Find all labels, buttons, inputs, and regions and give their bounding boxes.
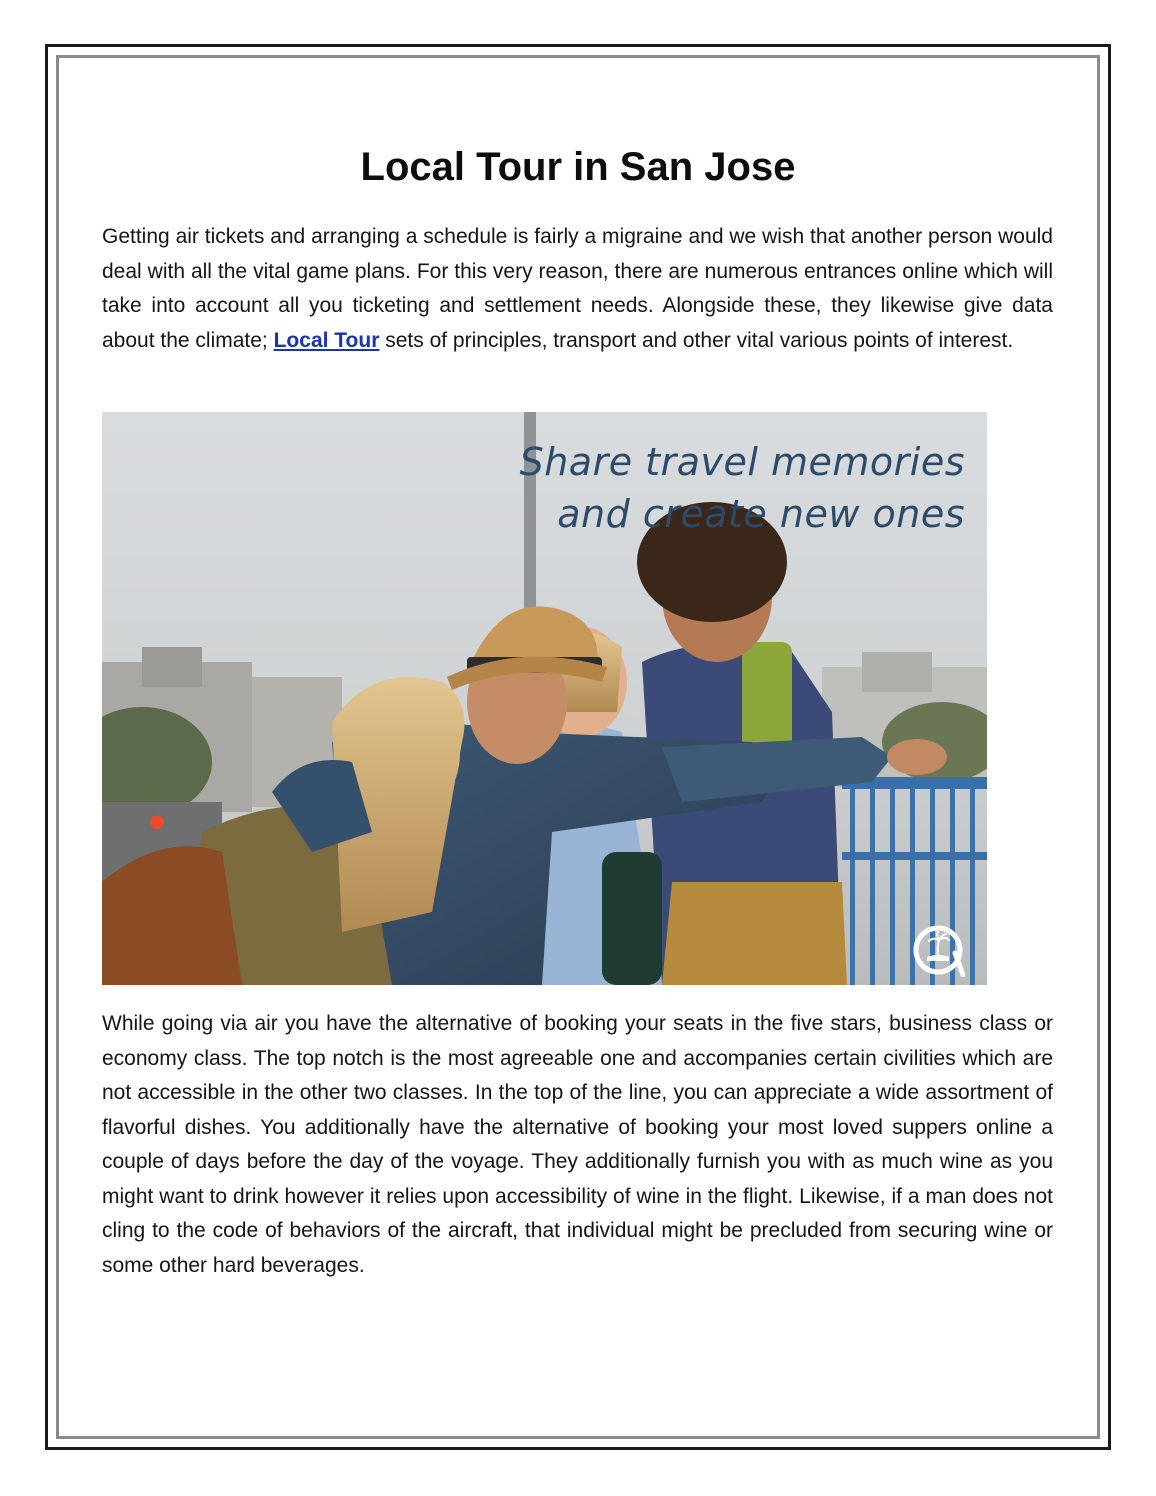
photo-caption xyxy=(520,436,965,540)
photo-caption-line-1: Share travel memories xyxy=(519,440,965,484)
intro-text-after-link: sets of principles, transport and other vital various points of interest. xyxy=(379,328,1014,352)
document-title: Local Tour in San Jose xyxy=(360,145,796,189)
intro-paragraph xyxy=(102,220,1053,358)
intro-text-before-link: Getting air tickets and arranging a schedule is fairly a migraine and we wish that another person would deal with all the vital game plans. For this very reason, there are numerous entrances online which will take into account all you ticketing and settlement needs. Alongside these, they likewise give data about the climate; xyxy=(102,225,1053,352)
photo-caption-line-2: and create new ones xyxy=(557,492,965,536)
palm-island-logo-icon xyxy=(911,923,965,977)
local-tour-link[interactable]: Local Tour xyxy=(273,328,380,352)
travel-photo xyxy=(102,412,987,985)
body-paragraph: While going via air you have the alternative of booking your seats in the five stars, business class or economy class. The top notch is the most agreeable one and accompanies certain civilities which are not accessible in the other two classes. In the top of the line, you can appreciate a wide assortment of flavorful dishes. You additionally have the alternative of booking your most loved suppers online a couple of days before the day of the voyage. They additionally furnish you with as much wine as you might want to drink however it relies upon accessibility of wine in the flight. Likewise, if a man does not cling to the code of behaviors of the aircraft, that individual might be precluded from securing wine or some other hard beverages. xyxy=(102,1012,1053,1277)
